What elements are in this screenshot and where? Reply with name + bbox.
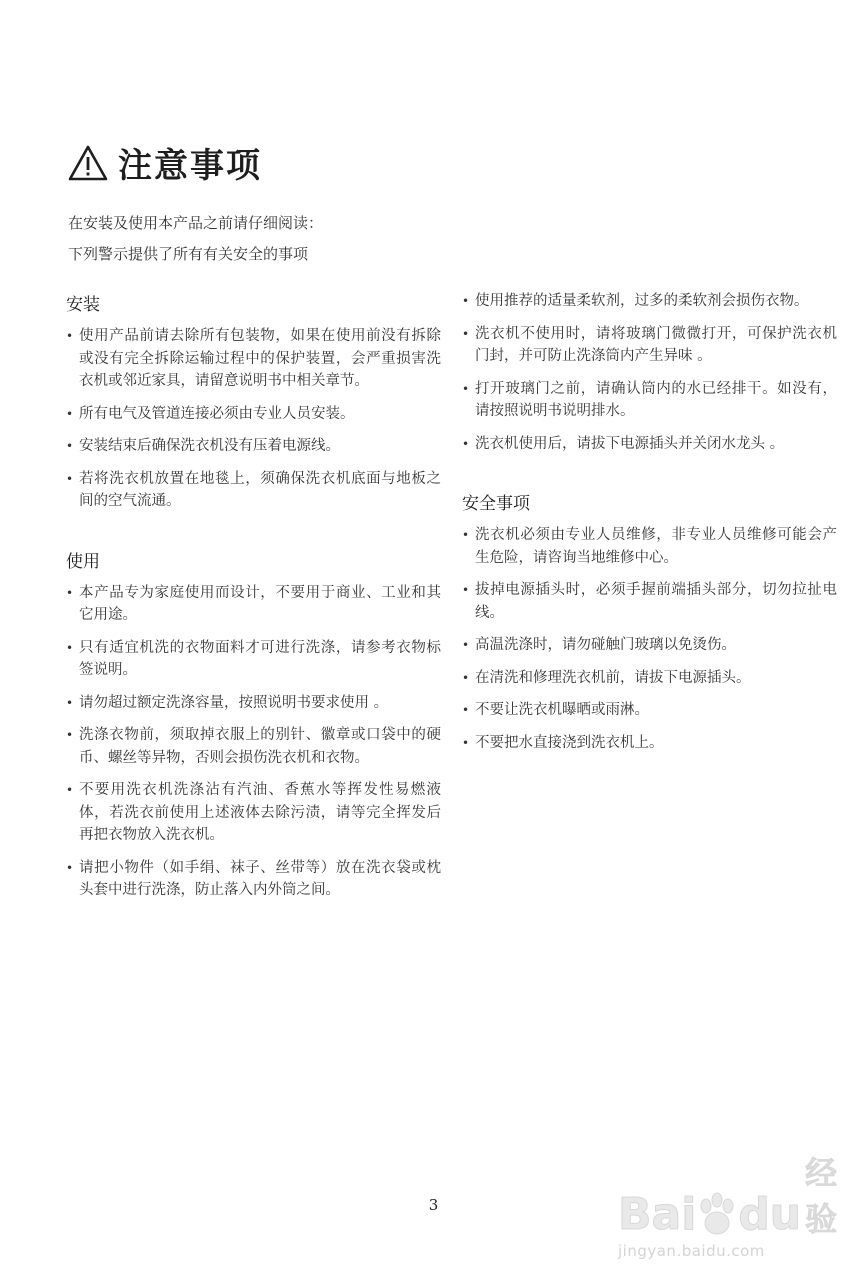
section-heading: 使用 [66, 551, 100, 572]
bullet: • [462, 670, 470, 685]
bullet: • [462, 703, 470, 717]
watermark-logo [618, 1148, 838, 1240]
list-item-text: 不要把水直接浇到洗衣机上。 [475, 734, 664, 751]
list-item-text: 安装结束后确保洗衣机没有压着电源线。 [79, 438, 340, 454]
list-item-text: 只有适宜机洗的衣物面料才可进行洗涤，请参考衣物标签说明。 [79, 639, 441, 678]
watermark-url: jingyan.baidu.com [618, 1242, 765, 1260]
section-safety [462, 489, 837, 754]
list-item-text: 不要用洗衣机洗涤沾有汽油、香蕉水等挥发性易燃液体，若洗衣前使用上述液体去除污渍，请等完全挥发后再把衣物放入洗衣机。 [79, 782, 441, 843]
intro-line: 在安装及使用本产品之前请仔细阅读： [68, 214, 324, 232]
intro-line: 下列警示提供了所有有关安全的事项 [68, 245, 309, 263]
bullet: • [66, 329, 74, 343]
list-item [66, 325, 441, 393]
list-item [462, 732, 837, 755]
warning-triangle-icon [68, 145, 108, 181]
list-item-text: 洗涤衣物前，须取掉衣服上的别针、徽章或口袋中的硬币、螺丝等异物，否则会损伤洗衣机和衣物。 [79, 727, 441, 766]
list-item [66, 468, 441, 513]
list-item-text: 在清洗和修理洗衣机前，请拔下电源插头。 [475, 669, 751, 686]
list-item [462, 378, 837, 423]
bullet: • [462, 638, 470, 652]
bullet: • [66, 860, 74, 875]
list-item-text: 高温洗涤时，请勿碰触门玻璃以免烫伤。 [475, 637, 736, 653]
bullet: • [462, 583, 470, 597]
item-list [462, 290, 837, 455]
list-item [462, 667, 837, 690]
bullet: • [462, 294, 470, 308]
page-title [68, 138, 262, 187]
list-item-text: 使用产品前请去除所有包装物，如果在使用前没有拆除或没有完全拆除运输过程中的保护装置，会严重损害洗衣机或邻近家具，请留意说明书中相关章节。 [79, 328, 441, 389]
list-item-text: 洗衣机不使用时，请将玻璃门微微打开，可保护洗衣机门封，并可防止洗涤筒内产生异味 。 [475, 325, 837, 364]
bullet: • [462, 528, 470, 542]
watermark-logo-left: Bai [618, 1189, 697, 1240]
list-item [66, 857, 441, 902]
bullet: • [66, 695, 74, 710]
list-item-text: 打开玻璃门之前，请确认筒内的水已经排干。如没有，请按照说明书说明排水。 [475, 380, 837, 419]
list-item-text: 若将洗衣机放置在地毯上，须确保洗衣机底面与地板之间的空气流通。 [79, 470, 441, 509]
section-heading: 安全事项 [462, 494, 530, 514]
bullet: • [66, 585, 74, 600]
baidu-jingyan-watermark [618, 1148, 838, 1260]
watermark-logo-cn: 经验 [805, 1154, 838, 1238]
bullet: • [66, 471, 74, 486]
item-list [462, 524, 837, 754]
bullet: • [66, 439, 74, 453]
list-item [462, 699, 837, 722]
watermark-logo-right: du [738, 1189, 802, 1240]
list-item [462, 290, 837, 313]
list-item-text: 所有电气及管道连接必须由专业人员安装。 [79, 405, 355, 422]
section-usage [66, 547, 441, 902]
page-title-text: 注意事项 [118, 146, 262, 186]
list-item [66, 435, 441, 458]
list-item [66, 403, 441, 426]
bullet: • [462, 326, 470, 341]
list-item [66, 779, 441, 847]
list-item-text: 使用推荐的适量柔软剂，过多的柔软剂会损伤衣物。 [475, 293, 809, 309]
bullet: • [462, 735, 470, 750]
list-item-text: 本产品专为家庭使用而设计，不要用于商业、工业和其它用途。 [79, 584, 441, 623]
list-item-text: 拔掉电源插头时，必须手握前端插头部分，切勿拉扯电线。 [475, 582, 837, 621]
section-usage-continued [462, 290, 837, 455]
list-item-text: 不要让洗衣机曝晒或雨淋。 [475, 702, 649, 718]
paw-icon [696, 1192, 738, 1240]
list-item [462, 323, 837, 368]
bullet: • [66, 640, 74, 655]
bullet: • [66, 406, 74, 421]
item-list [66, 582, 441, 902]
section-heading: 安装 [66, 295, 100, 315]
left-column [66, 290, 441, 936]
bullet: • [66, 783, 74, 797]
list-item [462, 634, 837, 657]
intro-text [68, 208, 323, 270]
bullet: • [66, 728, 74, 742]
page-number: 3 [428, 1196, 439, 1214]
list-item [66, 637, 441, 682]
list-item [66, 692, 441, 715]
item-list [66, 325, 441, 513]
list-item [462, 524, 837, 569]
list-item [462, 433, 837, 456]
list-item [462, 579, 837, 624]
bullet: • [462, 381, 470, 396]
right-column [462, 290, 837, 788]
section-installation [66, 290, 441, 513]
bullet: • [462, 436, 470, 451]
list-item [66, 724, 441, 769]
list-item-text: 请把小物件（如手绢、袜子、丝带等）放在洗衣袋或枕头套中进行洗涤，防止落入内外筒之间。 [79, 859, 441, 898]
list-item [66, 582, 441, 627]
list-item-text: 请勿超过额定洗涤容量，按照说明书要求使用 。 [79, 694, 389, 711]
list-item-text: 洗衣机使用后，请拔下电源插头并关闭水龙头 。 [475, 435, 785, 452]
list-item-text: 洗衣机必须由专业人员维修，非专业人员维修可能会产生危险，请咨询当地维修中心。 [475, 527, 837, 566]
